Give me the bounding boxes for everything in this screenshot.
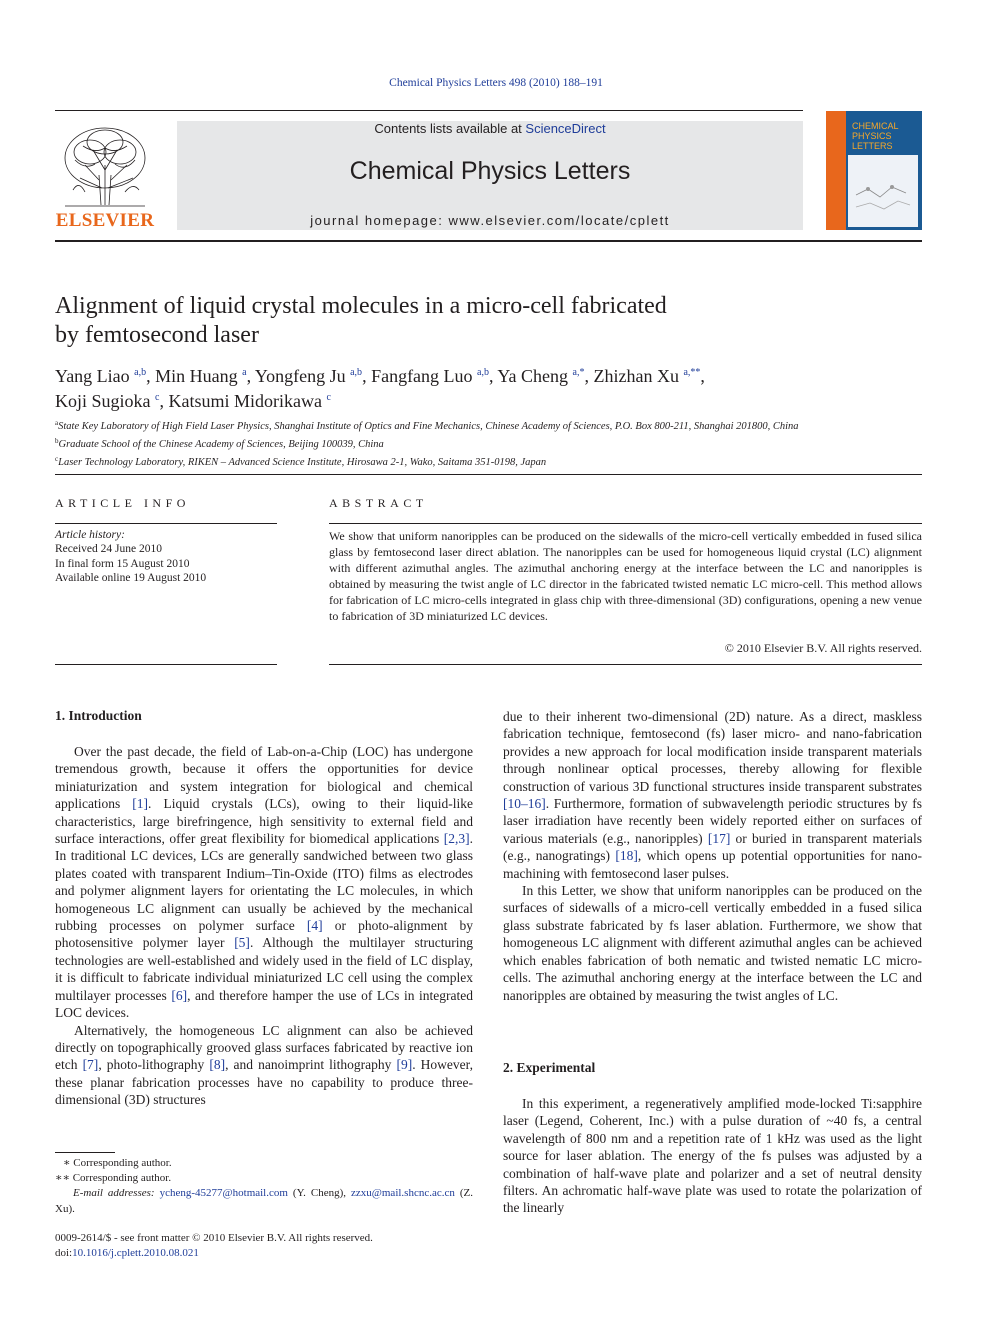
intro-paragraph-3 bbox=[503, 708, 922, 882]
text-run: or photo-alignment by photosensitive polymer layer bbox=[55, 918, 473, 951]
author-separator: , bbox=[146, 366, 156, 386]
abstract-copyright: © 2010 Elsevier B.V. All rights reserved. bbox=[724, 641, 922, 655]
email-owner: (Y. Cheng), bbox=[287, 1187, 351, 1200]
experimental-paragraph-1: In this experiment, a regeneratively amplified mode-locked Ti:sapphire laser (Legend, Coherent, Inc.) with a pulse duration of ~40 fs, a central wavelength of 800 nm and a repetition rate of 1 kHz was used as the light source for laser ablation. The energy of the fs pulses was adjusted by a combination of half-wave plate and polarizer and a set of neutral density filters. An achromatic half-wave plate was used to rotate the polarization of the linearly bbox=[503, 1096, 922, 1216]
abstract-rule bbox=[329, 664, 922, 665]
author-affil-mark[interactable]: c bbox=[326, 392, 331, 403]
journal-reference[interactable]: Chemical Physics Letters 498 (2010) 188–191 bbox=[389, 77, 603, 89]
front-matter-info bbox=[55, 1231, 485, 1260]
citation-link[interactable]: [8] bbox=[209, 1057, 226, 1073]
intro-paragraph-2 bbox=[55, 1022, 473, 1109]
article-title bbox=[55, 292, 915, 350]
author-name: Fangfang Luo bbox=[371, 366, 473, 386]
title-line: by femtosecond laser bbox=[55, 322, 259, 348]
citation-link[interactable]: [18] bbox=[615, 848, 638, 864]
text-run: , and nanoimprint lithography bbox=[225, 1057, 397, 1073]
header-bottom-rule bbox=[55, 240, 922, 242]
affiliation-text: Graduate School of the Chinese Academy of Sciences, Beijing 100039, China bbox=[58, 439, 384, 450]
contents-line bbox=[177, 121, 803, 136]
journal-cover-image bbox=[826, 111, 922, 230]
author-affil-mark[interactable]: a,b bbox=[350, 367, 363, 378]
homepage-link[interactable]: www.elsevier.com/locate/cplett bbox=[448, 213, 670, 228]
citation-link[interactable]: [17] bbox=[707, 830, 731, 846]
cover-graphic-icon bbox=[848, 155, 918, 227]
article-info-rule bbox=[55, 664, 277, 665]
body-column-left bbox=[55, 743, 473, 1109]
cover-title-line: PHYSICS bbox=[852, 131, 892, 141]
title-line: Alignment of liquid crystal molecules in a micro-cell fabricated bbox=[55, 293, 667, 319]
abstract-text: We show that uniform nanoripples can be produced on the sidewalls of the micro-cell vertically embedded in fused silica glass by femtosecond laser direct ablation. The nanoripples can be used for homogeneous liquid crystal (LC) alignment with different azimuthal angles. The azimuthal anchoring energy at the interface between the LC and nanoripples is obtained by measuring the twist angle of LC director in the fabricated twisted nematic LC micro-cell. This method allows for fabrication of LC micro-cells integrated in glass chip with three-dimensional (3D) configurations, opening a new venue to fabrication of 3D miniaturized LC devices. bbox=[329, 529, 922, 623]
author-separator: , bbox=[362, 366, 372, 386]
affiliations bbox=[55, 416, 925, 470]
author-separator: , bbox=[159, 391, 169, 411]
elsevier-wordmark: ELSEVIER bbox=[55, 210, 155, 231]
text-run: . In traditional LC devices, LCs are generally sandwiched between two glass plates coated with transparent Indium–Tin-Oxide (ITO) films as electrodes and polymer alignment layers for orientating the LC molecules, in which homogeneous LC alignment can usually be achieved by the mechanical rubbing processes on polymer surface bbox=[55, 831, 473, 934]
citation-link[interactable]: [1] bbox=[132, 796, 149, 812]
text-run: , which opens up potential opportunities for nano-machining with femtosecond laser pulses. bbox=[503, 848, 922, 881]
intro-paragraph-1 bbox=[55, 743, 473, 1022]
citation-link[interactable]: [4] bbox=[306, 918, 323, 934]
text-run: . Liquid crystals (LCs), owing to their liquid-like characteristics, large birefringence, high sensitivity to external field and surface interactions, offer great flexibility for biomedical applications bbox=[55, 796, 474, 847]
history-label: Article history: bbox=[55, 529, 125, 541]
footnote-emails bbox=[55, 1186, 473, 1216]
cover-strip bbox=[826, 111, 846, 230]
footnote-corresponding-1: ∗ Corresponding author. bbox=[63, 1157, 172, 1169]
author-affil-mark[interactable]: a,** bbox=[683, 367, 701, 378]
text-run: . Although the multilayer structuring technologies are well-established and widely used in the field of LC display, it is difficult to fabricate individual miniaturized LC cell using the complex multilayer processes bbox=[55, 935, 473, 1003]
article-info-heading: ARTICLE INFO bbox=[55, 496, 190, 510]
author-affil-mark[interactable]: a,b bbox=[134, 367, 147, 378]
citation-link[interactable]: [9] bbox=[396, 1057, 413, 1073]
author-separator: , bbox=[489, 366, 498, 386]
author-affil-mark[interactable]: c bbox=[155, 392, 160, 403]
email-link[interactable]: zzxu@mail.shcnc.ac.cn bbox=[350, 1187, 455, 1200]
journal-homepage bbox=[177, 213, 803, 228]
section-rule bbox=[55, 474, 922, 475]
sciencedirect-link[interactable]: ScienceDirect bbox=[525, 121, 606, 136]
citation-link[interactable]: [2,3] bbox=[443, 831, 470, 847]
cover-title-line: CHEMICAL bbox=[852, 121, 899, 131]
email-link[interactable]: ycheng-45277@hotmail.com bbox=[159, 1187, 288, 1200]
experimental-text bbox=[503, 1095, 922, 1217]
homepage-prefix: journal homepage: bbox=[310, 213, 449, 228]
author bbox=[55, 366, 155, 386]
author bbox=[255, 366, 371, 386]
experimental-heading: 2. Experimental bbox=[503, 1060, 596, 1075]
citation-link[interactable]: [5] bbox=[234, 935, 250, 951]
author-affil-mark[interactable]: a,* bbox=[572, 367, 585, 378]
author-name: Yongfeng Ju bbox=[254, 366, 346, 386]
author bbox=[593, 366, 704, 386]
affiliation-mark: b bbox=[55, 437, 59, 445]
article-info-rule bbox=[55, 523, 277, 524]
doi-link[interactable]: 10.1016/j.cplett.2010.08.021 bbox=[72, 1246, 199, 1259]
text-run: due to their inherent two-dimensional (2D) nature. As a direct, maskless fabrication technique, femtosecond (fs) laser micro- and nano-fabrication provides a new approach for local modification inside transparent materials through nonlinear optical processes, thereby allowing for flexible construction of various 3D functional structures inside transparent substrates bbox=[503, 709, 922, 794]
affiliation bbox=[55, 452, 925, 470]
text-run: . Furthermore, formation of subwavelength periodic structures by fs laser irradiation have recently been widely reported either on surfaces of various materials (e.g., nanoripples) bbox=[503, 796, 922, 846]
author-name: Koji Sugioka bbox=[55, 391, 151, 411]
cover-title-line: LETTERS bbox=[852, 141, 893, 151]
history-received: Received 24 June 2010 bbox=[55, 543, 162, 556]
author-name: Katsumi Midorikawa bbox=[168, 391, 322, 411]
affiliation-text: Laser Technology Laboratory, RIKEN – Advanced Science Institute, Hirosawa 2-1, Wako, Saitama 351-0198, Japan bbox=[58, 457, 547, 468]
abstract-rule bbox=[329, 523, 922, 524]
author-name: Zhizhan Xu bbox=[593, 366, 679, 386]
issn-line: 0009-2614/$ - see front matter © 2010 Elsevier B.V. All rights reserved. bbox=[55, 1232, 373, 1244]
author-name: Ya Cheng bbox=[497, 366, 569, 386]
doi-line bbox=[55, 1246, 485, 1261]
history-final-form: In final form 15 August 2010 bbox=[55, 557, 190, 570]
citation-link[interactable]: [10–16] bbox=[503, 796, 546, 812]
text-run: . However, these planar fabrication processes have no capability to produce three-dimensional (3D) structures bbox=[55, 1057, 473, 1108]
author bbox=[371, 366, 497, 386]
author bbox=[168, 391, 330, 411]
email-label: E-mail addresses: bbox=[73, 1187, 155, 1200]
author-name: Min Huang bbox=[155, 366, 238, 386]
article-history bbox=[55, 528, 277, 586]
citation-link[interactable]: [6] bbox=[171, 987, 188, 1003]
author-separator: , bbox=[246, 366, 255, 386]
footnotes bbox=[55, 1156, 473, 1217]
text-run: , and therefore hamper the use of LCs in integrated LOC devices. bbox=[55, 987, 473, 1021]
text-run: Alternatively, the homogeneous LC alignment can also be achieved directly on topographically grooved glass surfaces fabricated by reactive ion etch bbox=[55, 1022, 473, 1073]
author bbox=[55, 391, 168, 411]
header-top-rule bbox=[55, 110, 803, 111]
author-affil-mark[interactable]: a bbox=[242, 367, 247, 378]
affiliation-text: State Key Laboratory of High Field Laser Physics, Shanghai Institute of Optics and Fine Mechanics, Chinese Academy of Sciences, P.O. Box 800-211, Shanghai 201800, China bbox=[58, 421, 799, 432]
affiliation bbox=[55, 416, 925, 434]
affiliation bbox=[55, 434, 925, 452]
cover-title bbox=[852, 121, 899, 151]
body-column-right bbox=[503, 708, 922, 1004]
author-separator: , bbox=[584, 366, 594, 386]
introduction-heading: 1. Introduction bbox=[55, 708, 142, 723]
text-run: , photo-lithography bbox=[98, 1057, 210, 1073]
abstract-heading: ABSTRACT bbox=[329, 496, 428, 510]
author bbox=[155, 366, 255, 386]
contents-prefix: Contents lists available at bbox=[374, 121, 526, 136]
affiliation-mark: a bbox=[55, 419, 59, 427]
email-owner: (Z. Xu). bbox=[55, 1187, 473, 1215]
history-online: Available online 19 August 2010 bbox=[55, 572, 207, 585]
footnote-rule bbox=[55, 1152, 115, 1153]
author-name: Yang Liao bbox=[55, 366, 130, 386]
journal-name: Chemical Physics Letters bbox=[349, 157, 631, 185]
citation-link[interactable]: [7] bbox=[82, 1057, 99, 1073]
text-run: Over the past decade, the field of Lab-on-a-Chip (LOC) has undergone tremendous growth, because it offers the opportunities for device miniaturization and system integration for biological and chemical applications bbox=[55, 744, 473, 812]
author-list bbox=[55, 362, 915, 412]
author-separator: , bbox=[700, 366, 705, 386]
affiliation-mark: c bbox=[55, 455, 59, 463]
intro-paragraph-4: In this Letter, we show that uniform nanoripples can be produced on the surfaces of sidewalls of a micro-cell vertically embedded in a fused silica glass substrate fabricated by fs laser ablation. Furthermore, we show that homogeneous LC alignment with different azimuthal angles can be achieved which enables fabrication of both nematic and twisted nematic LC micro-cells. The azimuthal anchoring energy at the interface between the LC and nanoripples are obtained by measuring the twist angles of LC. bbox=[503, 883, 922, 1003]
doi-prefix: doi: bbox=[55, 1246, 73, 1259]
footnote-corresponding-2: ∗∗ Corresponding author. bbox=[55, 1172, 172, 1185]
author bbox=[497, 366, 593, 386]
text-run: or buried in transparent materials (e.g., nanogratings) bbox=[503, 830, 922, 864]
cover-graphic bbox=[848, 155, 918, 227]
author-affil-mark[interactable]: a,b bbox=[477, 367, 489, 378]
